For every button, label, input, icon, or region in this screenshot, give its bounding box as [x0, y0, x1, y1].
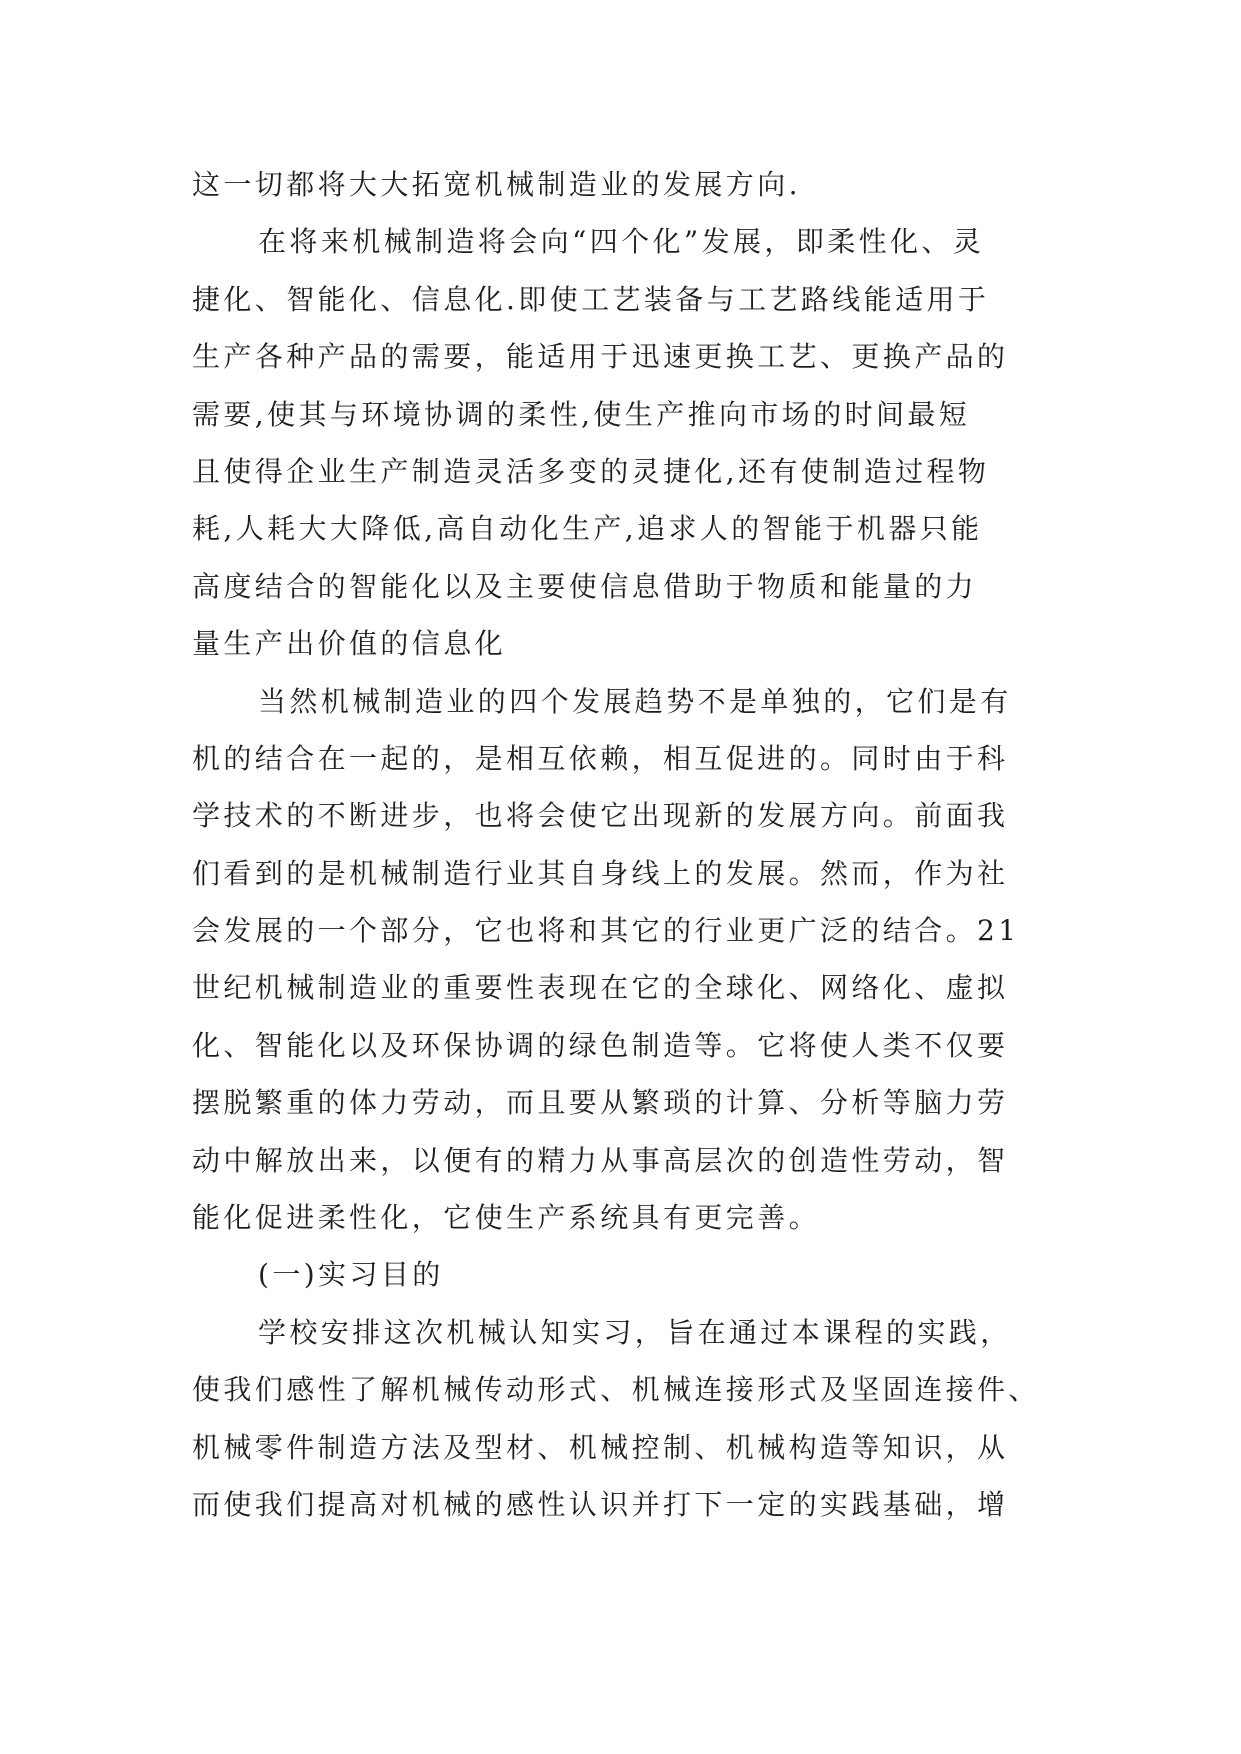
text-line: 们看到的是机械制造行业其自身线上的发展。然而，作为社 — [192, 856, 1009, 890]
paragraph-first-line: 当然机械制造业的四个发展趋势不是单独的，它们是有 — [258, 684, 1012, 718]
text-line: 这一切都将大大拓宽机械制造业的发展方向. — [192, 168, 801, 201]
text-line: 化、智能化以及环保协调的绿色制造等。它将使人类不仅要 — [192, 1028, 1009, 1062]
text-line: 机的结合在一起的，是相互依赖，相互促进的。同时由于科 — [192, 741, 1009, 775]
text-line: 量生产出价值的信息化 — [192, 627, 507, 661]
text-line: 生产各种产品的需要，能适用于迅速更换工艺、更换产品的 — [192, 340, 1009, 374]
paragraph-first-line: 学校安排这次机械认知实习，旨在通过本课程的实践， — [258, 1315, 1012, 1349]
text-line: 能化促进柔性化，它使生产系统具有更完善。 — [192, 1201, 821, 1235]
text-line: 摆脱繁重的体力劳动，而且要从繁琐的计算、分析等脑力劳 — [192, 1086, 1009, 1120]
text-line: 动中解放出来，以便有的精力从事高层次的创造性劳动，智 — [192, 1143, 1009, 1177]
text-line: 且使得企业生产制造灵活多变的灵捷化,还有使制造过程物 — [192, 454, 990, 488]
body-text — [192, 156, 1054, 1533]
text-line: 学技术的不断进步，也将会使它出现新的发展方向。前面我 — [192, 799, 1009, 833]
text-line: 需要,使其与环境协调的柔性,使生产推向市场的时间最短 — [192, 397, 971, 431]
text-line: 捷化、智能化、信息化.即使工艺装备与工艺路线能适用于 — [192, 282, 990, 316]
text-line: 使我们感性了解机械传动形式、机械连接形式及坚固连接件、 — [192, 1373, 1040, 1407]
text-line: 而使我们提高对机械的感性认识并打下一定的实践基础，增 — [192, 1487, 1009, 1521]
text-line: 会发展的一个部分，它也将和其它的行业更广泛的结合。21 — [192, 914, 1020, 948]
section-heading: (一)实习目的 — [258, 1258, 444, 1292]
text-line: 高度结合的智能化以及主要使信息借助于物质和能量的力 — [192, 569, 978, 603]
paragraph-first-line: 在将来机械制造将会向“四个化”发展，即柔性化、灵 — [258, 225, 985, 259]
text-line: 世纪机械制造业的重要性表现在它的全球化、网络化、虚拟 — [192, 971, 1009, 1005]
text-line: 机械零件制造方法及型材、机械控制、机械构造等知识，从 — [192, 1430, 1009, 1464]
text-line: 耗,人耗大大降低,高自动化生产,追求人的智能于机器只能 — [192, 512, 983, 546]
